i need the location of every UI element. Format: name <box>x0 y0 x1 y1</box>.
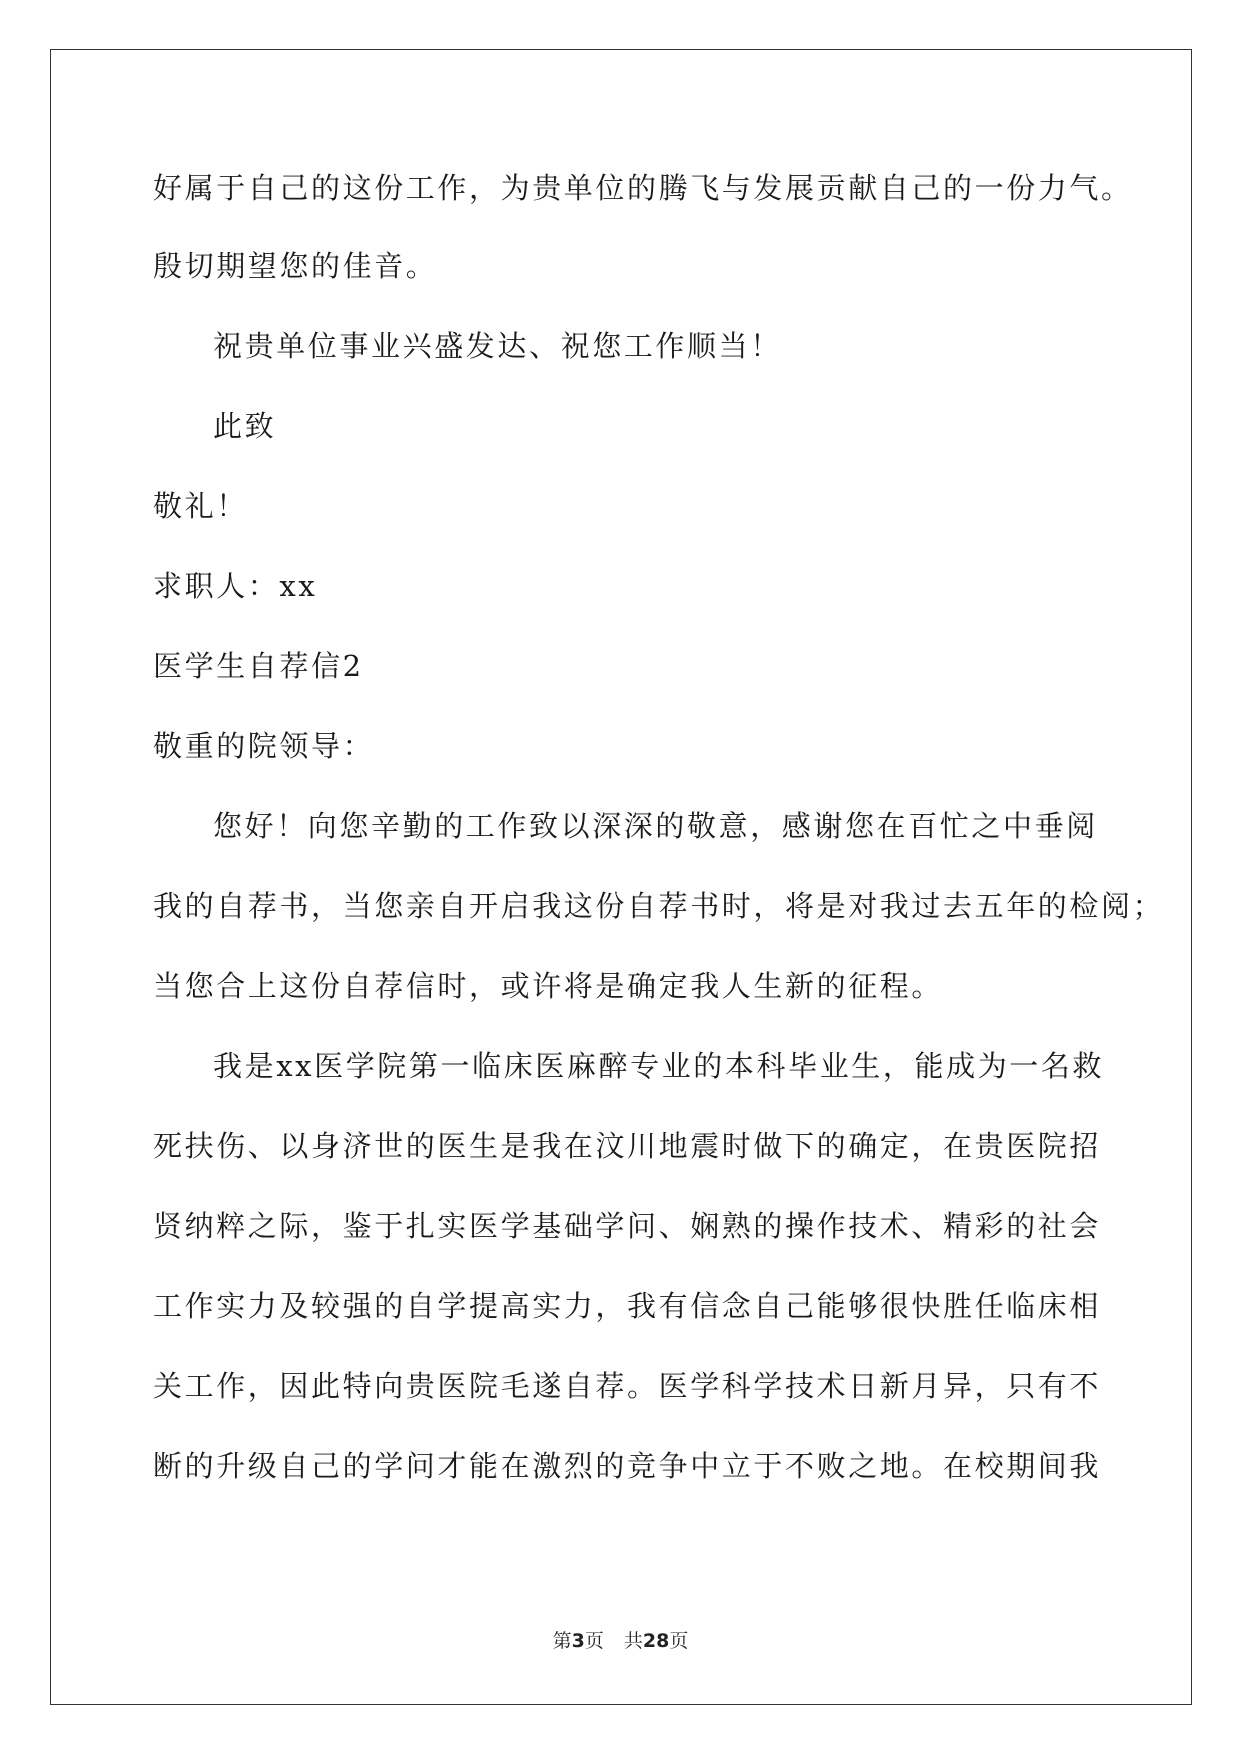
text-line-13: 死扶伤、以身济世的医生是我在汶川地震时做下的确定，在贵医院招 <box>153 1129 1102 1163</box>
page-number: 3 <box>571 1630 585 1652</box>
total-pages: 28 <box>642 1630 670 1652</box>
text-line-14: 贤纳粹之际，鉴于扎实医学基础学问、娴熟的操作技术、精彩的社会 <box>153 1209 1102 1243</box>
text-line-1: 好属于自己的这份工作，为贵单位的腾飞与发展贡献自己的一份力气。 <box>153 171 1133 205</box>
text-line-11: 当您合上这份自荐信时，或许将是确定我人生新的征程。 <box>153 969 944 1003</box>
text-line-16: 关工作，因此特向贵医院毛遂自荐。医学科学技术日新月异，只有不 <box>153 1369 1102 1403</box>
total-suffix: 页 <box>669 1630 689 1652</box>
text-line-10: 我的自荐书，当您亲自开启我这份自荐书时，将是对我过去五年的检阅； <box>153 889 1165 923</box>
text-line-5: 敬礼！ <box>153 489 248 523</box>
page-suffix: 页 <box>584 1630 604 1652</box>
text-line-2: 殷切期望您的佳音。 <box>153 249 438 283</box>
page-prefix: 第 <box>552 1630 572 1652</box>
text-line-9: 您好！向您辛勤的工作致以深深的敬意，感谢您在百忙之中垂阅 <box>213 809 1098 843</box>
text-line-15: 工作实力及较强的自学提高实力，我有信念自己能够很快胜任临床相 <box>153 1289 1102 1323</box>
text-line-17: 断的升级自己的学问才能在激烈的竞争中立于不败之地。在校期间我 <box>153 1449 1102 1483</box>
text-line-12: 我是xx医学院第一临床医麻醉专业的本科毕业生，能成为一名救 <box>213 1049 1105 1083</box>
text-line-3: 祝贵单位事业兴盛发达、祝您工作顺当！ <box>213 329 782 363</box>
text-line-6: 求职人：xx <box>153 569 318 603</box>
total-prefix: 共 <box>623 1630 643 1652</box>
page-footer <box>0 1629 1241 1653</box>
text-line-4: 此致 <box>213 409 277 443</box>
section-title: 医学生自荐信2 <box>153 649 364 683</box>
salutation: 敬重的院领导： <box>153 729 375 763</box>
